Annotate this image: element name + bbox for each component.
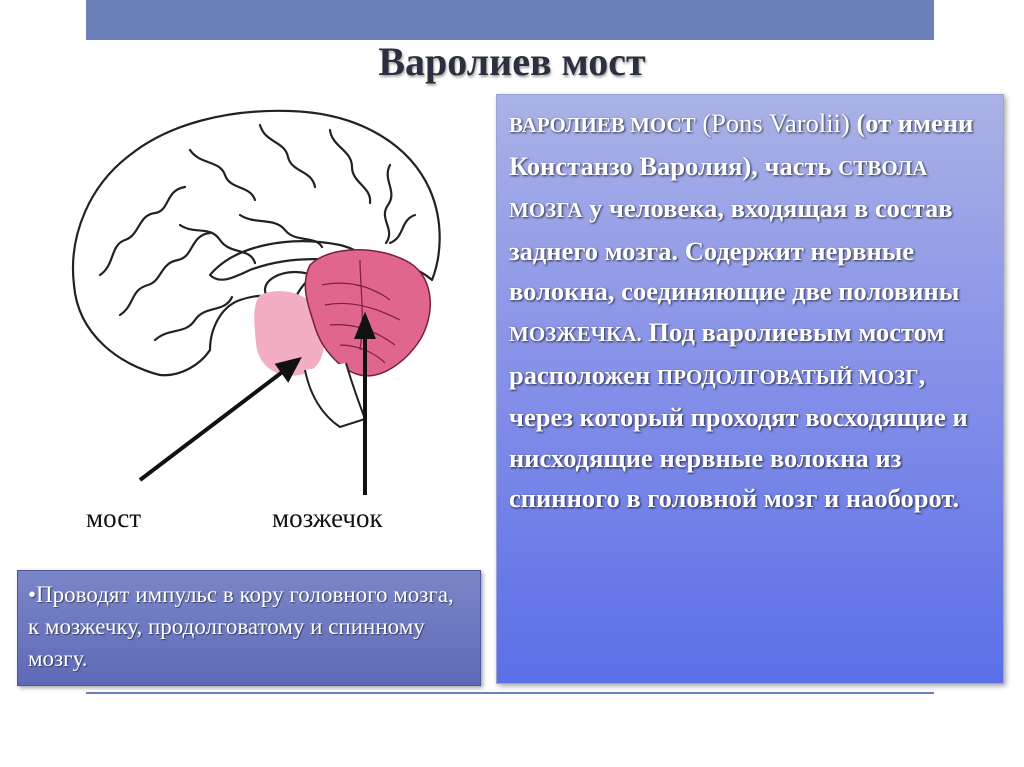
slide-title: Варолиев мост xyxy=(378,39,646,84)
definition-part-a: (от имени Констанзо Варолия), часть xyxy=(509,108,974,181)
term-medulla: ПРОДОЛГОВАТЫЙ МОЗГ xyxy=(656,364,919,389)
function-bullet-box xyxy=(17,570,481,686)
top-accent-bar xyxy=(86,0,934,40)
definition-box xyxy=(496,94,1004,684)
label-cerebellum: мозжечок xyxy=(272,503,383,533)
cerebellum-region xyxy=(305,250,430,376)
definition-part-c: Под варолиевым мостом расположен xyxy=(509,316,945,390)
term-brainstem: СТВОЛА МОЗГА xyxy=(509,155,928,223)
bottom-accent-line xyxy=(86,692,934,694)
definition-part-b: у человека, входящая в состав заднего мозга. Содержит нервные волокна, соединяющие две половины xyxy=(509,193,960,307)
label-pons: мост xyxy=(86,503,142,533)
term-pons: ВАРОЛИЕВ МОСТ xyxy=(509,113,696,137)
brain-diagram xyxy=(60,95,500,495)
latin-name: (Pons Varolii) xyxy=(695,108,850,138)
definition-part-d: , через который проходят восходящие и нисходящие нервные волокна из спинного в головной мозг и наоборот. xyxy=(509,359,968,514)
term-cerebellum: МОЗЖЕЧКА. xyxy=(509,321,642,346)
function-bullet-text: •Проводят импульс в кору головного мозга, к мозжечку, продолговатому и спинному мозгу. xyxy=(28,582,454,671)
